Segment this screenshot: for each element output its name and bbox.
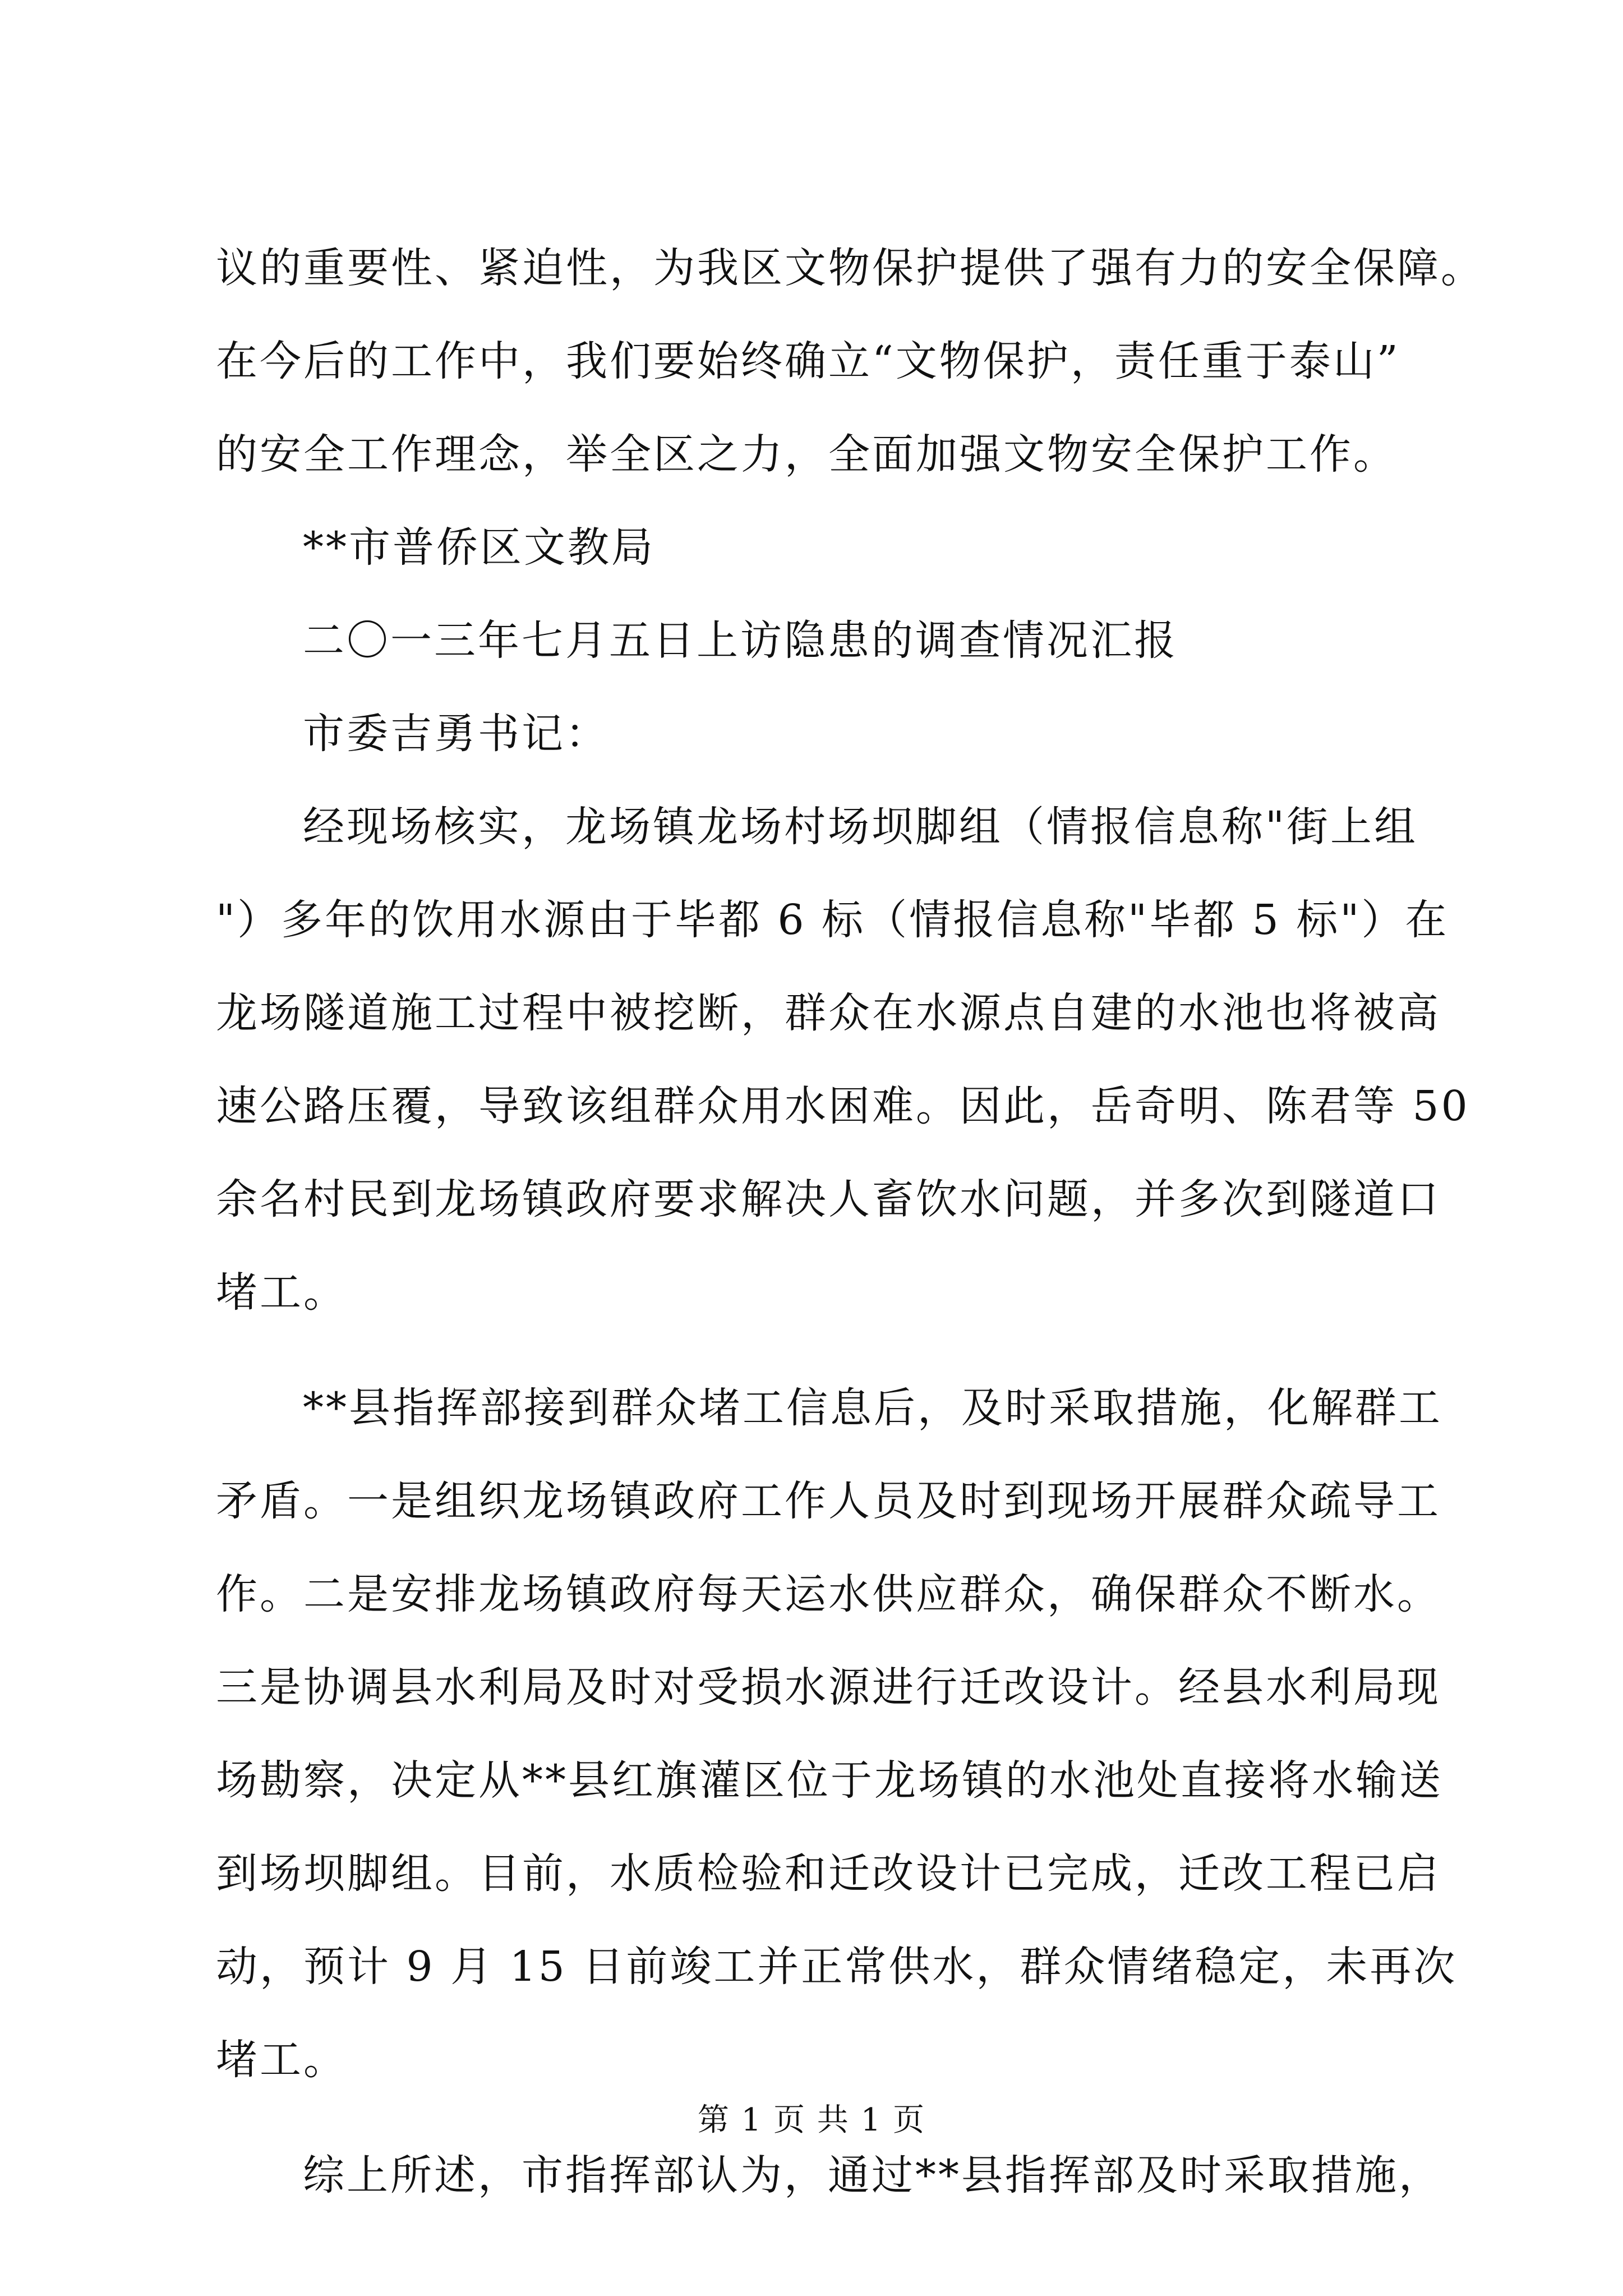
paragraph-line: 堵工。 [216, 1268, 347, 1317]
paragraph-line: 动，预计 9 月 15 日前竣工并正常供水，群众情绪稳定，未再次 [216, 1943, 1458, 1991]
document-body [216, 222, 1484, 2222]
paragraph-line: 龙场隧道施工过程中被挖断，群众在水源点自建的水池也将被高 [216, 989, 1441, 1037]
page-number-footer: 第 1 页 共 1 页 [697, 2102, 926, 2138]
paragraph-line: 三是协调县水利局及时对受损水源进行迁改设计。经县水利局现 [216, 1663, 1441, 1711]
paragraph-line: "）多年的饮用水源由于毕都 6 标（情报信息称"毕都 5 标"）在 [216, 896, 1449, 944]
paragraph-line: 的安全工作理念，举全区之力，全面加强文物安全保护工作。 [216, 430, 1397, 478]
date-title-line: 二〇一三年七月五日上访隐患的调查情况汇报 [303, 616, 1178, 665]
paragraph-line: 矛盾。一是组织龙场镇政府工作人员及时到现场开展群众疏导工 [216, 1477, 1441, 1525]
paragraph-line: 议的重要性、紧迫性，为我区文物保护提供了强有力的安全保障。 [216, 244, 1484, 292]
salutation-line: 市委吉勇书记： [303, 710, 609, 758]
paragraph-line: **县指挥部接到群众堵工信息后，及时采取措施，化解群工 [303, 1384, 1442, 1432]
paragraph-line: 综上所述，市指挥部认为，通过**县指挥部及时采取措施， [303, 2151, 1442, 2200]
paragraph-line: 场勘察，决定从**县红旗灌区位于龙场镇的水池处直接将水输送 [216, 1756, 1443, 1805]
issuer-line: **市普侨区文教局 [303, 523, 655, 572]
paragraph-line: 作。二是安排龙场镇政府每天运水供应群众，确保群众不断水。 [216, 1570, 1441, 1618]
paragraph-line: 堵工。 [216, 2036, 347, 2084]
paragraph-line: 经现场核实，龙场镇龙场村场坝脚组（情报信息称"街上组 [303, 803, 1418, 851]
paragraph-line: 在今后的工作中，我们要始终确立“文物保护，责任重于泰山” [216, 337, 1400, 385]
paragraph-line: 到场坝脚组。目前，水质检验和迁改设计已完成，迁改工程已启 [216, 1849, 1441, 1898]
paragraph-line: 余名村民到龙场镇政府要求解决人畜饮水问题，并多次到隧道口 [216, 1175, 1441, 1223]
paragraph-line: 速公路压覆，导致该组群众用水困难。因此，岳奇明、陈君等 50 [216, 1082, 1470, 1130]
